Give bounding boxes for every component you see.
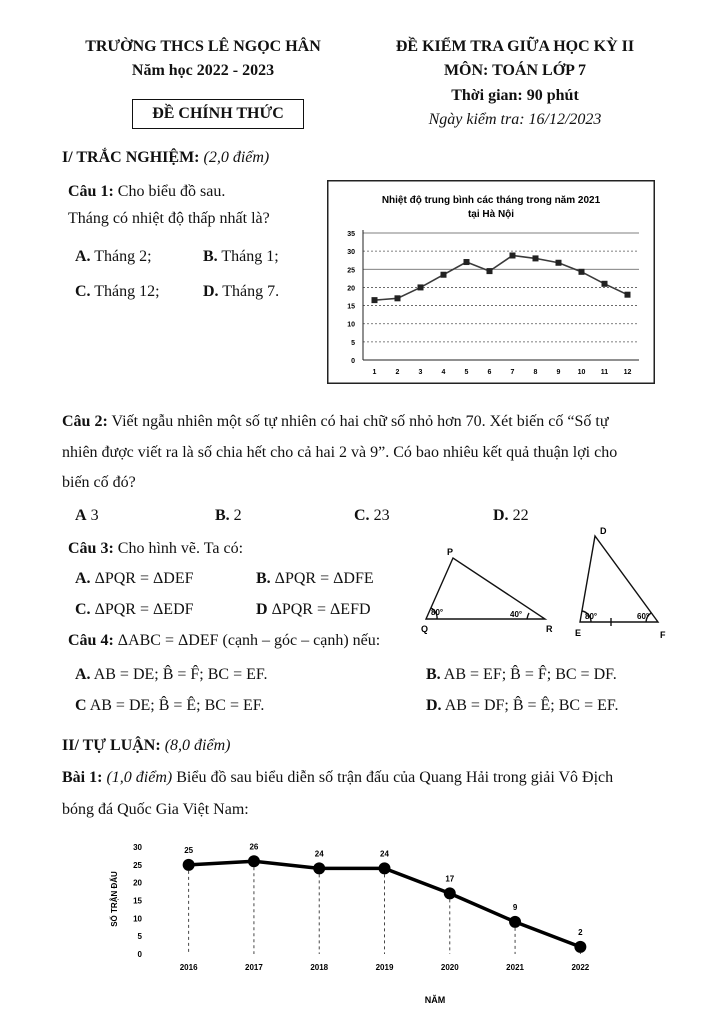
part1-heading: I/ TRẮC NGHIỆM: (2,0 điểm) [62,149,270,166]
temperature-ytick-label: 25 [347,267,355,275]
temperature-chart-subtitle: tại Hà Nội [467,209,515,220]
q2-line-2: nhiên được viết ra là số chia hết cho cả hai 2 và 9”. Có bao nhiêu kết quả thuận lợi cho [62,444,618,461]
temperature-xtick-label: 5 [464,369,469,376]
official-badge: ĐỀ CHÍNH THỨC [132,99,304,129]
temperature-ytick-label: 35 [347,231,355,238]
q3-stem: Câu 3: Cho hình vẽ. Ta có: [68,540,244,557]
matches-xtick-label: 2018 [310,963,329,972]
vertex-e-label: E [575,628,582,638]
matches-point [444,887,456,899]
temperature-xtick-label: 9 [556,369,561,376]
matches-ytick-label: 30 [133,843,142,852]
temperature-point [418,284,424,290]
q1-option-a: A. Tháng 2; [75,248,152,265]
temperature-xtick-label: 6 [487,369,492,376]
temperature-point [441,272,447,278]
exam-time: Thời gian: 90 phút [451,87,579,104]
q3-option-a: A. ΔPQR = ΔDEF [75,570,194,587]
q1-question: Tháng có nhiệt độ thấp nhất là? [68,210,270,227]
matches-point [248,855,260,867]
bai1-line-1: Bài 1: (1,0 điểm) Biểu đồ sau biểu diễn số trận đấu của Quang Hải trong giải Vô Địch [62,769,614,786]
q2-line-3: biến cố đó? [62,474,136,491]
temperature-xtick-label: 10 [577,369,586,376]
temperature-point [395,295,401,301]
q4-stem: Câu 4: ΔABC = ΔDEF (cạnh – góc – cạnh) nếu: [68,632,381,649]
temperature-chart [327,180,655,384]
vertex-p-label: P [447,547,454,557]
matches-chart [108,830,623,1015]
matches-data-label: 24 [314,849,324,859]
matches-point [379,862,391,874]
exam-subject: MÔN: TOÁN LỚP 7 [443,62,587,79]
temperature-ytick-label: 20 [347,285,355,293]
matches-data-label: 24 [380,849,389,859]
temperature-ytick-label: 0 [351,358,355,365]
temperature-xtick-label: 8 [533,369,538,376]
q4-option-c: C AB = DE; B̂ = Ê; BC = EF. [75,697,265,714]
matches-data-label: 2 [578,927,583,937]
temperature-xtick-label: 3 [418,369,423,376]
temperature-xtick-label: 11 [600,369,609,376]
matches-data-label: 17 [445,874,455,884]
q2-option-b: B. 2 [215,507,242,524]
temperature-point [602,281,608,287]
part2-heading: II/ TỰ LUẬN: (8,0 điểm) [62,737,231,754]
q1-stem: Câu 1: Cho biểu đồ sau. [68,183,226,200]
matches-xtick-label: 2021 [506,963,524,972]
angle-e-label: 80° [585,612,598,621]
temperature-ytick-label: 5 [351,339,355,347]
temperature-point [510,252,516,258]
q3-option-c: C. ΔPQR = ΔEDF [75,601,194,618]
vertex-f-label: F [660,630,666,640]
exam-date: Ngày kiểm tra: 16/12/2023 [428,111,602,128]
matches-xtick-label: 2017 [245,963,263,972]
temperature-point [556,260,562,266]
q2-option-d: D. 22 [493,507,529,524]
angle-r-label: 40° [510,610,523,619]
triangles-figure [415,522,675,647]
matches-chart-ylabel: SỐ TRẬN ĐẤU [110,871,119,927]
q1-option-d: D. Tháng 7. [203,283,280,300]
matches-point [183,859,195,871]
matches-point [509,916,521,928]
matches-chart-xlabel: NĂM [424,995,446,1005]
q4-option-b: B. AB = EF; B̂ = F̂; BC = DF. [426,666,617,683]
temperature-xtick-label: 4 [441,369,446,376]
temperature-point [464,259,470,265]
matches-data-label: 25 [184,845,194,855]
triangle-pqr [426,558,545,619]
matches-xtick-label: 2016 [179,963,198,972]
temperature-xtick-label: 1 [372,369,377,376]
temperature-point [625,292,631,298]
q2-option-c: C. 23 [354,507,390,524]
vertex-r-label: R [546,624,553,634]
q2-option-a: A 3 [75,507,99,524]
q1-option-c: C. Tháng 12; [75,283,160,300]
q2-line-1: Câu 2: Viết ngẫu nhiên một số tự nhiên có hai chữ số nhỏ hơn 70. Xét biến cố “Số tự [62,413,609,430]
q3-option-d: D ΔPQR = ΔEFD [256,601,371,618]
vertex-q-label: Q [421,624,429,634]
q4-option-d: D. AB = DF; B̂ = Ê; BC = EF. [426,697,619,714]
temperature-point [533,255,539,261]
temperature-ytick-label: 15 [347,303,355,311]
vertex-d-label: D [600,526,607,536]
temperature-xtick-label: 7 [510,369,515,376]
matches-xtick-label: 2019 [375,963,394,972]
matches-ytick-label: 15 [133,896,142,906]
school-name: TRƯỜNG THCS LÊ NGỌC HÂN [85,38,321,55]
matches-point [574,941,586,953]
temperature-chart-title: Nhiệt độ trung bình các tháng trong năm 2021 [381,195,601,206]
q4-option-a: A. AB = DE; B̂ = F̂; BC = EF. [75,666,268,683]
angle-f-label: 60° [637,612,650,621]
matches-data-label: 9 [512,902,518,912]
matches-xtick-label: 2020 [440,963,459,972]
matches-ytick-label: 0 [137,950,142,959]
matches-ytick-label: 25 [133,860,142,870]
matches-point [313,862,325,874]
temperature-ytick-label: 10 [347,321,355,329]
temperature-ytick-label: 30 [347,249,355,257]
matches-ytick-label: 10 [133,914,142,924]
temperature-point [487,268,493,274]
matches-ytick-label: 20 [133,878,142,888]
temperature-point [579,269,585,275]
temperature-xtick-label: 12 [623,369,632,376]
exam-title: ĐỀ KIỂM TRA GIỮA HỌC KỲ II [395,38,635,55]
matches-ytick-label: 5 [137,932,142,942]
q1-option-b: B. Tháng 1; [203,248,279,265]
bai1-line-2: bóng đá Quốc Gia Việt Nam: [62,801,249,818]
q3-option-b: B. ΔPQR = ΔDFE [256,570,374,587]
temperature-xtick-label: 2 [395,369,400,376]
matches-data-label: 26 [249,842,259,852]
angle-q-label: 80° [431,608,444,617]
temperature-point [372,297,378,303]
school-year: Năm học 2022 - 2023 [131,62,275,79]
matches-xtick-label: 2022 [571,963,590,972]
